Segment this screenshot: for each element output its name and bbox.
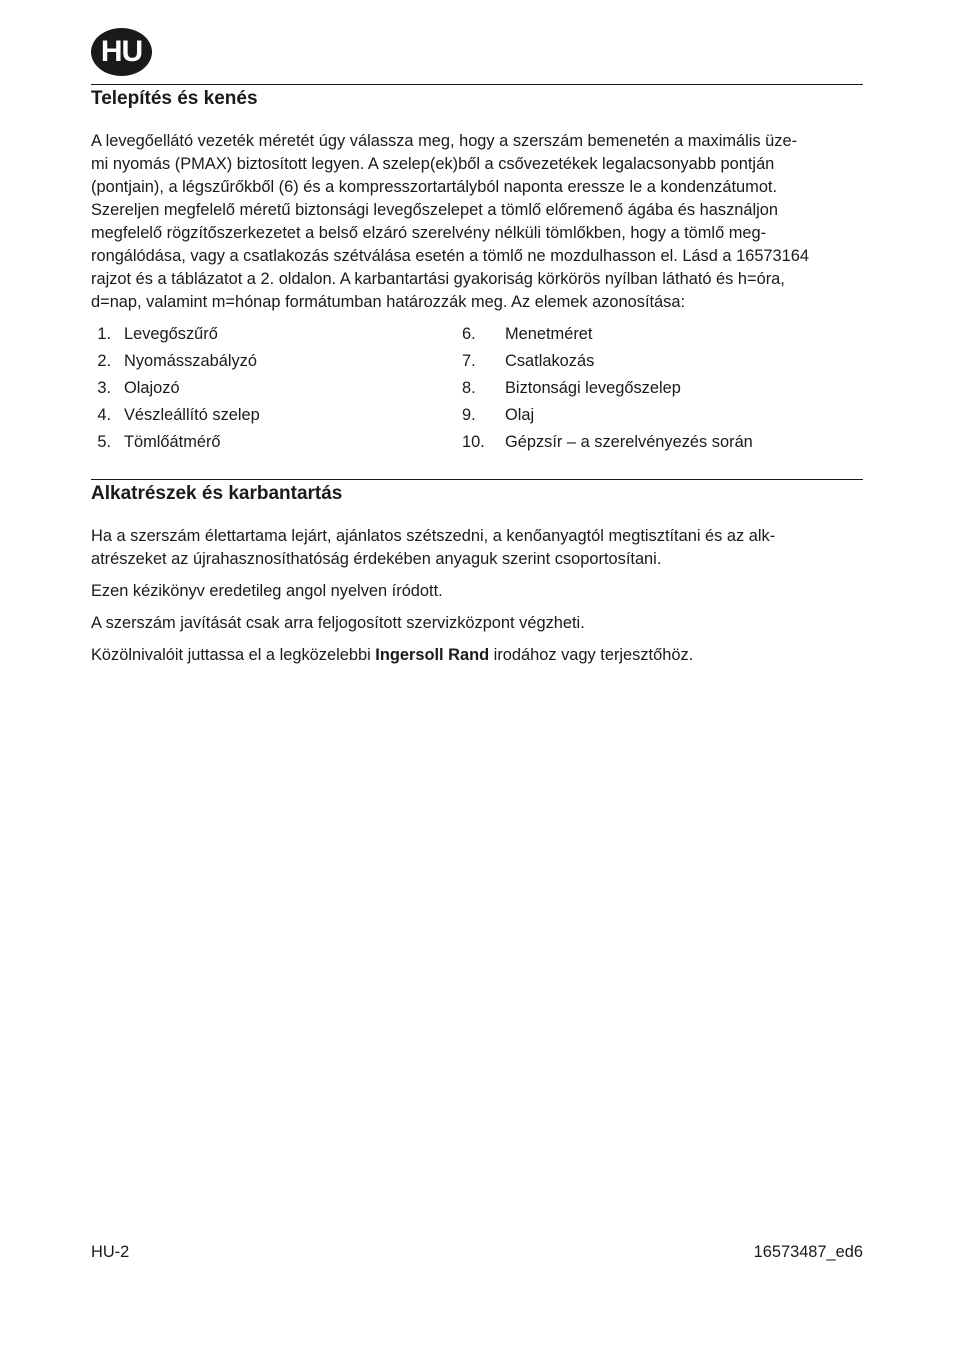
list-item (91, 429, 221, 456)
paragraph-line: Szereljen megfelelő méretű biztonsági levegőszelepet a tömlő előremenő ágába és használjon (91, 201, 779, 219)
list-item-number: 7. (462, 352, 476, 370)
list-item-label: Vészleállító szelep (124, 406, 260, 424)
paragraph-text: irodához vagy terjesztőhöz. (489, 646, 694, 664)
installation-paragraph (91, 130, 863, 314)
maintenance-paragraph-4 (91, 644, 863, 667)
list-item (462, 429, 753, 456)
document-id: 16573487_ed6 (753, 1243, 863, 1261)
maintenance-paragraph-3: A szerszám javítását csak arra feljogosított szervizközpont végzheti. (91, 614, 585, 632)
list-item (91, 375, 180, 402)
paragraph-line: megfelelő rögzítőszerkezetet a belső elzáró szerelvény nélküli tömlőkben, hogy a tömlő meg- (91, 224, 767, 242)
list-item (462, 348, 594, 375)
section-title-parts-maintenance: Alkatrészek és karbantartás (91, 483, 343, 504)
list-item-number: 1. (97, 325, 111, 343)
list-item-label: Csatlakozás (505, 352, 595, 370)
brand-name: Ingersoll Rand (375, 646, 490, 664)
maintenance-paragraph-1 (91, 525, 863, 571)
maintenance-paragraphs (91, 525, 863, 676)
list-item-label: Olajozó (124, 379, 180, 397)
section-title-installation: Telepítés és kenés (91, 88, 258, 109)
section-divider-parts (91, 479, 863, 480)
language-badge-text: HU (100, 35, 143, 68)
list-item-label: Nyomásszabályzó (124, 352, 257, 370)
list-item-number: 9. (462, 406, 476, 424)
page-number: HU-2 (91, 1243, 130, 1261)
list-item-label: Menetméret (505, 325, 593, 343)
list-item-number: 3. (97, 379, 111, 397)
list-item-label: Gépzsír – a szerelvényezés során (505, 433, 753, 451)
component-list (91, 321, 863, 461)
list-item-label: Biztonsági levegőszelep (505, 379, 681, 397)
paragraph-text: Közölnivalóit juttassa el a legközelebbi (91, 646, 376, 664)
list-item (462, 375, 681, 402)
list-item (91, 402, 260, 429)
list-item-label: Olaj (505, 406, 535, 424)
paragraph-line: A levegőellátó vezeték méretét úgy válassza meg, hogy a szerszám bemenetén a maximális üze- (91, 132, 798, 150)
list-item-label: Levegőszűrő (124, 325, 218, 343)
paragraph-line: (pontjain), a légszűrőkből (6) és a kompresszortartályból naponta eressze le a kondenzátumot. (91, 178, 778, 196)
maintenance-paragraph-2: Ezen kézikönyv eredetileg angol nyelven íródott. (91, 582, 443, 600)
section-divider-top (91, 84, 863, 85)
list-item-label: Tömlőátmérő (124, 433, 221, 451)
paragraph-line: rongálódása, vagy a csatlakozás szétválása esetén a tömlő ne mozdulhasson el. Lásd a 16573164 (91, 247, 810, 265)
paragraph-line: rajzot és a táblázatot a 2. oldalon. A karbantartási gyakoriság körkörös nyílban látható és h=óra, (91, 270, 785, 288)
list-item-number: 2. (97, 352, 111, 370)
list-item-number: 4. (97, 406, 111, 424)
language-badge (91, 28, 152, 76)
list-item (91, 348, 257, 375)
list-item-number: 8. (462, 379, 476, 397)
paragraph-line: atrészeket az újrahasznosíthatóság érdekében anyaguk szerint csoportosítani. (91, 550, 662, 568)
list-item (91, 321, 218, 348)
list-item-number: 6. (462, 325, 476, 343)
list-item-number: 10. (462, 433, 485, 451)
list-item-number: 5. (97, 433, 111, 451)
paragraph-line: d=nap, valamint m=hónap formátumban határozzák meg. Az elemek azonosítása: (91, 293, 686, 311)
paragraph-line: mi nyomás (PMAX) biztosított legyen. A szelep(ek)ből a csővezetékek legalacsonyabb pontján (91, 155, 775, 173)
paragraph-line: Ha a szerszám élettartama lejárt, ajánlatos szétszedni, a kenőanyagtól megtisztítani és az alk- (91, 527, 776, 545)
list-item (462, 402, 534, 429)
list-item (462, 321, 592, 348)
